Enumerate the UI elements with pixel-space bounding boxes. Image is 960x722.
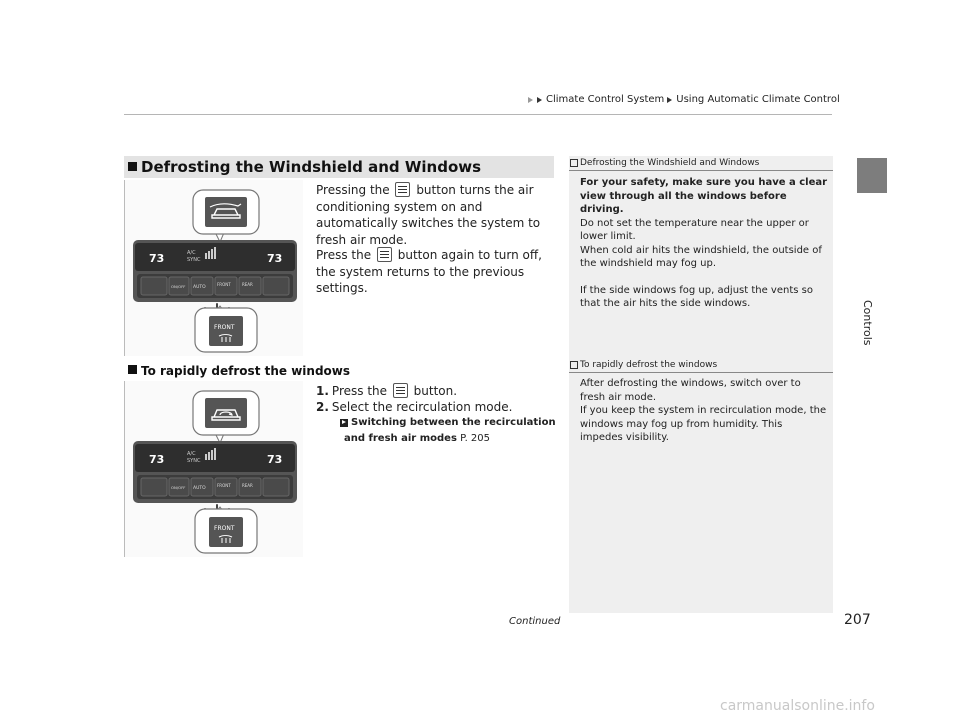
svg-text:FRONT: FRONT (214, 525, 235, 532)
front-defroster-button-icon (377, 247, 392, 262)
page-number: 207 (844, 612, 871, 628)
svg-text:73: 73 (149, 252, 165, 265)
breadcrumb-item[interactable]: Climate Control System (546, 94, 665, 105)
svg-text:A/C: A/C (187, 250, 196, 256)
note-box-icon (570, 159, 578, 167)
watermark: carmanualsonline.info (720, 698, 875, 714)
note-rule (569, 170, 833, 171)
svg-text:REAR: REAR (242, 483, 253, 488)
cross-reference-link-line2[interactable]: and fresh air modes P. 205 (344, 433, 491, 444)
step-1: 1. Press the button. (316, 384, 458, 398)
breadcrumb (528, 94, 840, 105)
square-bullet-icon (128, 162, 137, 171)
front-defroster-button-icon (395, 182, 410, 197)
breadcrumb-item[interactable]: Using Automatic Climate Control (676, 94, 840, 105)
climate-panel-illustration (125, 180, 303, 356)
svg-text:AUTO: AUTO (193, 285, 206, 290)
subsection-title: To rapidly defrost the windows (128, 364, 350, 378)
cross-reference-link[interactable]: Switching between the recirculation (340, 417, 556, 428)
note-rule (569, 372, 833, 373)
continued-label: Continued (509, 616, 561, 627)
svg-text:AUTO: AUTO (193, 486, 206, 491)
chapter-tab (857, 158, 887, 193)
svg-text:ON/OFF: ON/OFF (171, 284, 186, 289)
step-2: 2. Select the recirculation mode. (316, 400, 513, 414)
header-rule (124, 114, 832, 115)
svg-text:REAR: REAR (242, 282, 253, 287)
svg-text:SYNC: SYNC (187, 458, 201, 464)
breadcrumb-arrow-icon (537, 97, 542, 103)
svg-text:FRONT: FRONT (214, 324, 235, 331)
svg-text:FRONT: FRONT (217, 282, 231, 287)
svg-text:A/C: A/C (187, 451, 196, 457)
breadcrumb-arrow-icon (667, 97, 672, 103)
note-body: For your safety, make sure you have a clear view through all the windows before driving. Do not set the temperature near the upper or lower limit. When cold air hits the windshield, the outside of the windshield may fog up. If the side windows fog up, adjust the vents so that the air hits the side windows. (580, 177, 828, 309)
chapter-label: Controls (861, 300, 874, 346)
note-box-icon (570, 361, 578, 369)
breadcrumb-arrow-icon (528, 97, 533, 103)
svg-text:73: 73 (267, 453, 283, 466)
note-body: After defrosting the windows, switch over to fresh air mode. If you keep the system in recirculation mode, the windows may fog up from humidity. This impedes visibility. (580, 378, 827, 443)
note-title: To rapidly defrost the windows (570, 360, 717, 370)
front-defroster-button-icon (393, 383, 408, 398)
cross-reference-page: P. 205 (460, 433, 491, 444)
climate-panel-illustration (125, 381, 303, 557)
svg-text:73: 73 (267, 252, 283, 265)
svg-text:SYNC: SYNC (187, 257, 201, 263)
section-heading-bar (124, 156, 554, 178)
paragraph-defroster-on: Pressing the button turns the air conditioning system on and automatically switches the system to fresh air mode. (316, 183, 541, 247)
svg-text:ON/OFF: ON/OFF (171, 485, 186, 490)
square-bullet-icon (128, 365, 137, 374)
svg-text:FRONT: FRONT (217, 483, 231, 488)
climate-panel-figure-fresh-air (124, 180, 303, 356)
svg-text:73: 73 (149, 453, 165, 466)
paragraph-defroster-off: Press the button again to turn off, the system returns to the previous settings. (316, 248, 542, 295)
section-title: Defrosting the Windshield and Windows (128, 158, 481, 176)
climate-panel-figure-recirculation (124, 381, 303, 557)
cross-reference-arrow-icon (340, 419, 348, 427)
note-title: Defrosting the Windshield and Windows (570, 158, 759, 168)
